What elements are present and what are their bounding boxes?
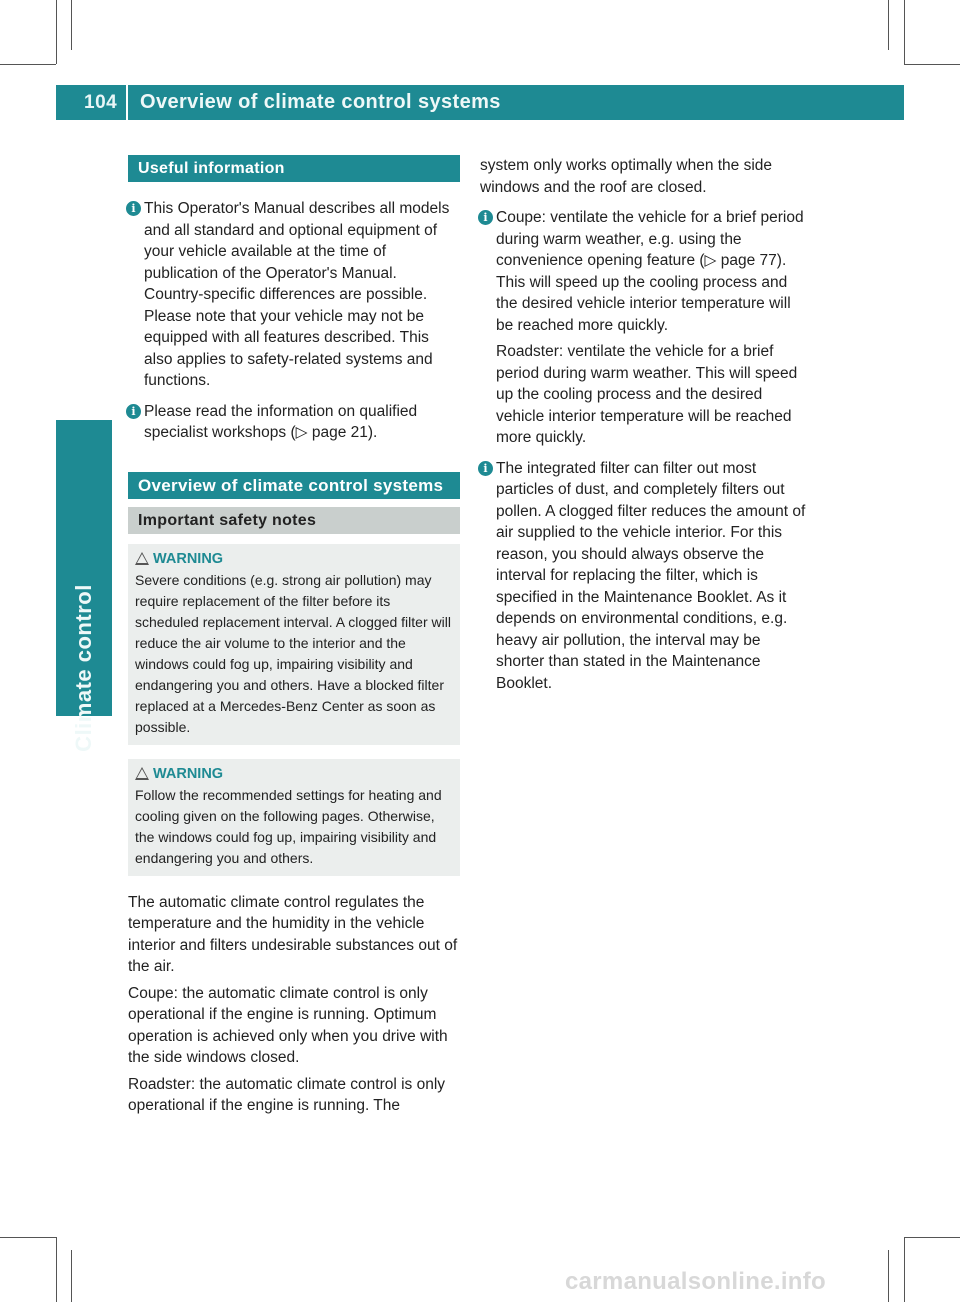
info-text: Please read the information on qualified specialist workshops (▷ page 21). [144, 402, 418, 441]
body-paragraph: The automatic climate control regulates the temperature and the humidity in the vehicle interior and filters undesirable substances out of the air. [128, 893, 458, 975]
info-text: The integrated filter can filter out most particles of dust, and completely filters out pollen. A clogged filter reduces the amount of air supplied to the vehicle interior. For this reason, you should always observe the interval for replacing the filter, which is specified in the Maintenance Booklet. As it depends on environmental conditions, e.g. heavy air pollution, the interval may be shorter than stated in the Maintenance Booklet. [496, 459, 806, 692]
warning-header [135, 549, 453, 570]
subsection-heading: Important safety notes [128, 507, 460, 534]
info-note [480, 458, 812, 695]
header-separator [126, 55, 128, 120]
info-icon: i [478, 210, 493, 225]
warning-label: WARNING [153, 550, 224, 567]
right-column [480, 155, 812, 694]
watermark: carmanualsonline.info [565, 1268, 827, 1295]
info-note [128, 401, 460, 444]
crop-mark [904, 1237, 905, 1302]
crop-mark [71, 0, 72, 50]
crop-mark [71, 1250, 72, 1302]
info-note [128, 198, 460, 392]
info-note [480, 207, 812, 449]
page-number: 104 [84, 92, 118, 113]
crop-mark [904, 1237, 960, 1238]
warning-label: WARNING [153, 765, 224, 782]
info-icon: i [478, 461, 493, 476]
info-text: Roadster: ventilate the vehicle for a brief period during warm weather. This will speed up the cooling process and the desired vehicle interior temperature will be reached more quickly. [496, 343, 798, 446]
warning-triangle-icon [135, 552, 149, 565]
info-text: This Operator's Manual describes all models and all standard and optional equipment of your vehicle available at the time of publication of the Operator's Manual. Country-specific differences are possible. Please note that your vehicle may not be equipped with all features described. This also applies to safety-related systems and functions. [144, 200, 450, 389]
crop-mark [56, 0, 57, 64]
crop-mark [904, 0, 905, 64]
crop-mark [0, 64, 56, 65]
left-column [128, 155, 460, 1117]
warning-text: Severe conditions (e.g. strong air pollution) may require replacement of the filter before its scheduled replacement interval. A clogged filter will reduce the air volume to the interior and the windows could fog up, impairing visibility and endangering you and others. Have a blocked filter replaced at a Mercedes-Benz Center as soon as possible. [135, 571, 451, 735]
warning-triangle-icon [135, 767, 149, 780]
body-paragraph: system only works optimally when the side windows and the roof are closed. [480, 157, 773, 196]
body-paragraph: Coupe: the automatic climate control is only operational if the engine is running. Optimum operation is achieved only when you drive with the side windows closed. [128, 984, 448, 1066]
warning-box [128, 544, 460, 745]
crop-mark [888, 1250, 889, 1302]
crop-mark [0, 1237, 56, 1238]
crop-mark [888, 0, 889, 50]
info-text: Coupe: ventilate the vehicle for a brief period during warm weather, e.g. using the convenience opening feature (▷ page 77). This will speed up the cooling process and the desired vehicle interior temperature will be reached more quickly. [496, 209, 804, 334]
warning-text: Follow the recommended settings for heating and cooling given on the following pages. Otherwise, the windows could fog up, impairing visibility and endangering you and others. [135, 786, 442, 866]
info-icon: i [126, 201, 141, 216]
warning-box [128, 759, 460, 876]
crop-mark [904, 64, 960, 65]
warning-header [135, 764, 453, 785]
info-icon: i [126, 404, 141, 419]
section-heading: Overview of climate control systems [128, 472, 460, 499]
body-paragraph: Roadster: the automatic climate control is only operational if the engine is running. The [128, 1075, 446, 1114]
useful-information-heading: Useful information [128, 155, 460, 182]
crop-mark [56, 1237, 57, 1302]
side-tab-label: Climate control [71, 584, 96, 752]
page-title: Overview of climate control systems [140, 91, 501, 113]
